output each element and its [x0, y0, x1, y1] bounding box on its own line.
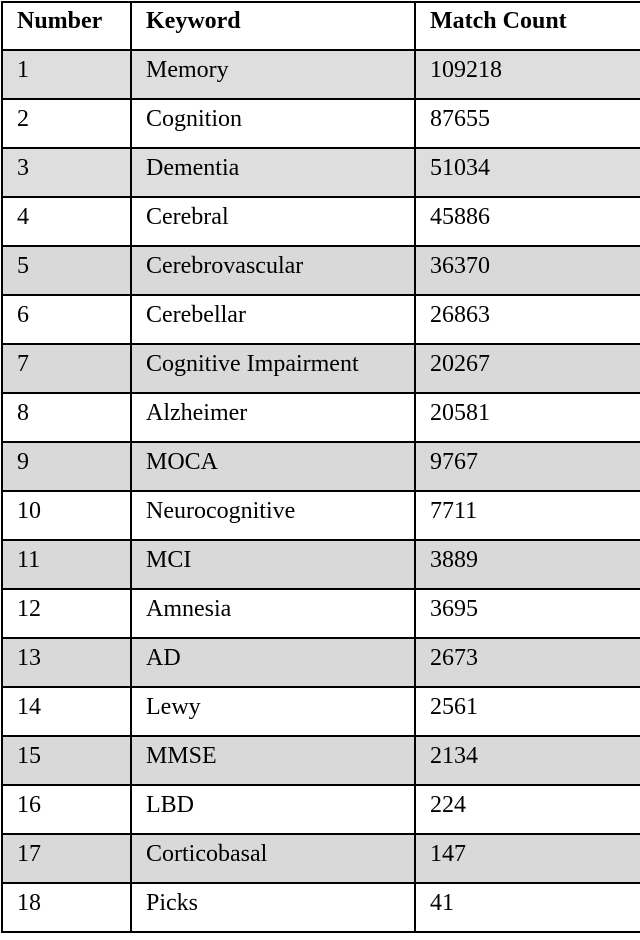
table-row	[2, 99, 640, 148]
cell-match-count: 41	[415, 883, 640, 932]
cell-number: 7	[2, 344, 131, 393]
cell-keyword: Cerebrovascular	[131, 246, 415, 295]
cell-keyword: Neurocognitive	[131, 491, 415, 540]
table-row	[2, 50, 640, 99]
cell-number: 9	[2, 442, 131, 491]
cell-number: 17	[2, 834, 131, 883]
header-keyword: Keyword	[131, 2, 415, 50]
cell-number: 1	[2, 50, 131, 99]
cell-match-count: 20581	[415, 393, 640, 442]
cell-number: 10	[2, 491, 131, 540]
cell-number: 18	[2, 883, 131, 932]
cell-number: 13	[2, 638, 131, 687]
cell-match-count: 51034	[415, 148, 640, 197]
cell-number: 6	[2, 295, 131, 344]
cell-keyword: Alzheimer	[131, 393, 415, 442]
cell-match-count: 147	[415, 834, 640, 883]
cell-number: 16	[2, 785, 131, 834]
table-row	[2, 785, 640, 834]
header-number: Number	[2, 2, 131, 50]
cell-keyword: Cerebellar	[131, 295, 415, 344]
table-row	[2, 344, 640, 393]
cell-number: 15	[2, 736, 131, 785]
cell-match-count: 20267	[415, 344, 640, 393]
cell-keyword: MMSE	[131, 736, 415, 785]
cell-keyword: Amnesia	[131, 589, 415, 638]
cell-match-count: 45886	[415, 197, 640, 246]
cell-keyword: Cognitive Impairment	[131, 344, 415, 393]
cell-number: 3	[2, 148, 131, 197]
cell-keyword: MCI	[131, 540, 415, 589]
table-header-row	[2, 2, 640, 50]
cell-keyword: Cognition	[131, 99, 415, 148]
cell-number: 5	[2, 246, 131, 295]
cell-match-count: 224	[415, 785, 640, 834]
table-row	[2, 736, 640, 785]
cell-keyword: Memory	[131, 50, 415, 99]
cell-match-count: 9767	[415, 442, 640, 491]
cell-number: 2	[2, 99, 131, 148]
cell-match-count: 2673	[415, 638, 640, 687]
table-row	[2, 540, 640, 589]
table-row	[2, 246, 640, 295]
cell-keyword: Dementia	[131, 148, 415, 197]
table-row	[2, 393, 640, 442]
table-row	[2, 148, 640, 197]
cell-keyword: Picks	[131, 883, 415, 932]
cell-match-count: 36370	[415, 246, 640, 295]
cell-match-count: 3889	[415, 540, 640, 589]
table-row	[2, 687, 640, 736]
table-row	[2, 834, 640, 883]
cell-number: 8	[2, 393, 131, 442]
cell-match-count: 109218	[415, 50, 640, 99]
cell-match-count: 87655	[415, 99, 640, 148]
cell-match-count: 3695	[415, 589, 640, 638]
cell-match-count: 26863	[415, 295, 640, 344]
cell-keyword: Lewy	[131, 687, 415, 736]
table-row	[2, 442, 640, 491]
cell-keyword: MOCA	[131, 442, 415, 491]
cell-keyword: LBD	[131, 785, 415, 834]
cell-keyword: Corticobasal	[131, 834, 415, 883]
cell-keyword: Cerebral	[131, 197, 415, 246]
table-row	[2, 883, 640, 932]
table-row	[2, 491, 640, 540]
table-row	[2, 589, 640, 638]
cell-match-count: 2134	[415, 736, 640, 785]
keyword-match-table	[1, 1, 640, 933]
cell-number: 4	[2, 197, 131, 246]
header-match-count: Match Count	[415, 2, 640, 50]
table-row	[2, 197, 640, 246]
cell-match-count: 2561	[415, 687, 640, 736]
cell-number: 14	[2, 687, 131, 736]
table-body	[2, 50, 640, 932]
cell-number: 11	[2, 540, 131, 589]
table-row	[2, 638, 640, 687]
cell-number: 12	[2, 589, 131, 638]
cell-match-count: 7711	[415, 491, 640, 540]
cell-keyword: AD	[131, 638, 415, 687]
table-row	[2, 295, 640, 344]
